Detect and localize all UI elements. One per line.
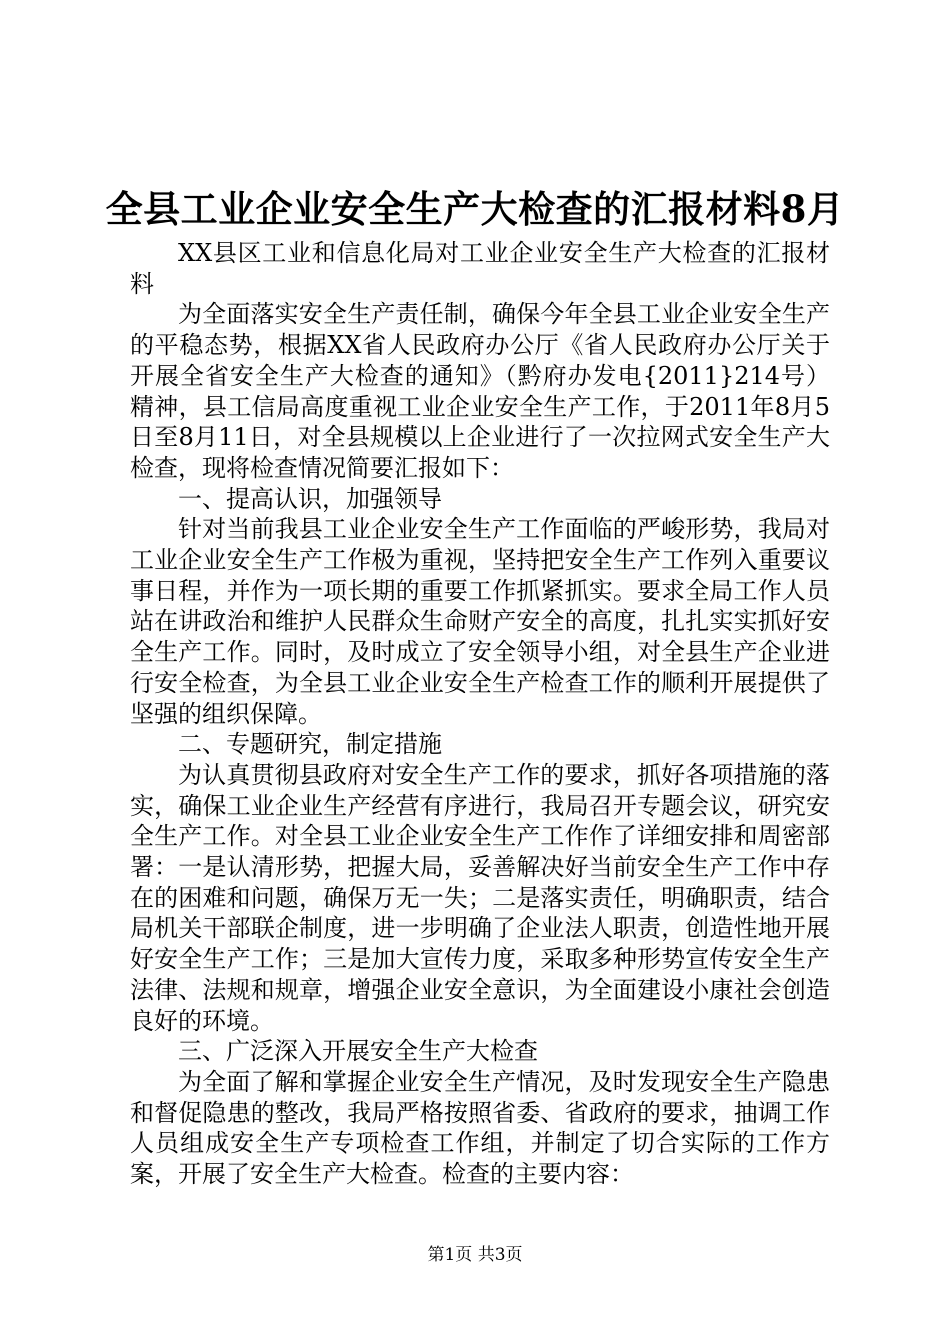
paragraph-section-3: 为全面了解和掌握企业安全生产情况，及时发现安全生产隐患和督促隐患的整改，我局严格按照省委、省政府的要求，抽调工作人员组成安全生产专项检查工作组，并制定了切合实际的工作方案，开展了安全生产大检查。检查的主要内容： xyxy=(130,1067,830,1189)
document-title: 全县工业企业安全生产大检查的汇报材料8月 xyxy=(105,187,845,231)
paragraph-section-1: 针对当前我县工业企业安全生产工作面临的严峻形势，我局对工业企业安全生产工作极为重视，坚持把安全生产工作列入重要议事日程，并作为一项长期的重要工作抓紧抓实。要求全局工作人员站在讲政治和维护人民群众生命财产安全的高度，扎扎实实抓好安全生产工作。同时，及时成立了安全领导小组，对全县生产企业进行安全检查，为全县工业企业安全生产检查工作的顺利开展提供了坚强的组织保障。 xyxy=(130,515,830,728)
section-heading-2: 二、专题研究，制定措施 xyxy=(178,730,442,759)
paragraph-section-2: 为认真贯彻县政府对安全生产工作的要求，抓好各项措施的落实，确保工业企业生产经营有序进行，我局召开专题会议，研究安全生产工作。对全县工业企业安全生产工作作了详细安排和周密部署：一是认清形势，把握大局，妥善解决好当前安全生产工作中存在的困难和问题，确保万无一失；二是落实责任，明确职责，结合局机关干部联企制度，进一步明确了企业法人职责，创造性地开展好安全生产工作；三是加大宣传力度，采取多种形势宣传安全生产法律、法规和规章，增强企业安全意识，为全面建设小康社会创造良好的环境。 xyxy=(130,760,830,1035)
section-heading-3: 三、广泛深入开展安全生产大检查 xyxy=(178,1037,538,1066)
paragraph-intro: 为全面落实安全生产责任制，确保今年全县工业企业安全生产的平稳态势，根据XX省人民政府办公厅《省人民政府办公厅关于开展全省安全生产大检查的通知》（黔府办发电{2011}214号）精神，县工信局高度重视工业企业安全生产工作，于2011年8月5日至8月11日，对全县规模以上企业进行了一次拉网式安全生产大检查，现将检查情况简要汇报如下： xyxy=(130,300,830,482)
section-heading-1: 一、提高认识，加强领导 xyxy=(178,484,442,513)
page-number-footer: 第1页 共3页 xyxy=(427,1245,523,1265)
paragraph-subtitle: XX县区工业和信息化局对工业企业安全生产大检查的汇报材料 xyxy=(130,239,830,298)
document-body xyxy=(130,238,830,1190)
